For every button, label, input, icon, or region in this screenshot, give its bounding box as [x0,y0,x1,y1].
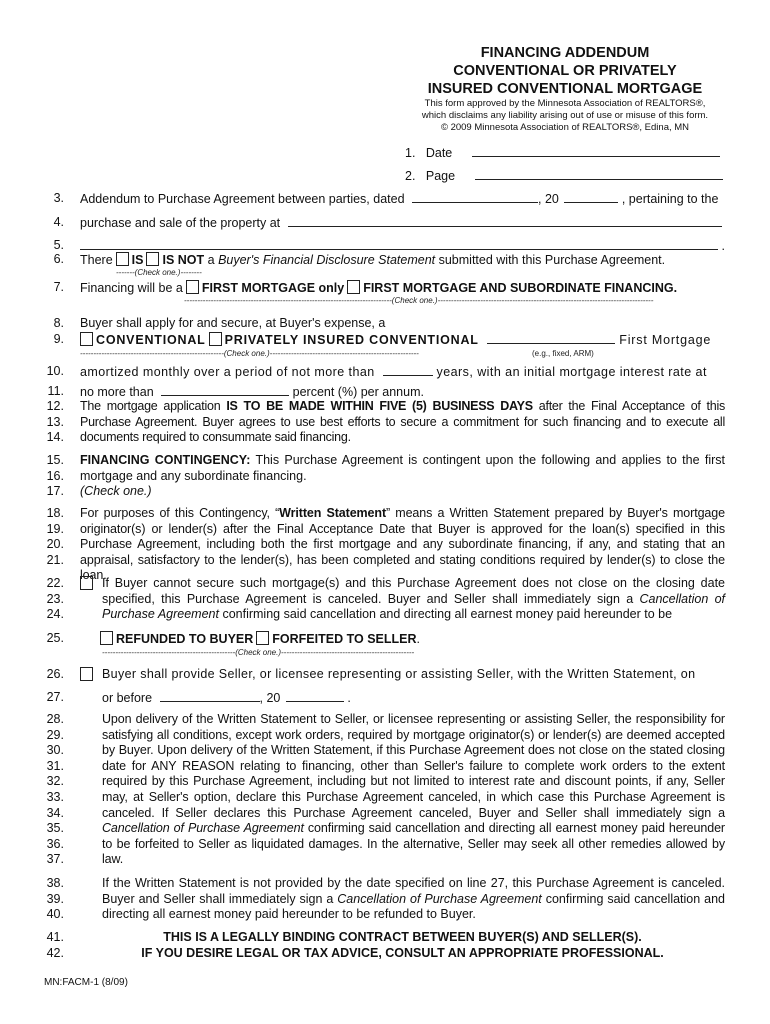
line-number: 3. [53,191,64,205]
page-row [405,168,723,183]
provide-statement-text: Buyer shall provide Seller, or licensee representing or assisting Seller, with the Written Statement, on [102,667,696,681]
line-number: 9. [53,332,64,346]
mortgage-kind-field[interactable] [487,332,615,344]
date-field[interactable] [472,145,720,157]
there-text: There [80,253,113,267]
form-id: MN:FACM-1 (8/09) [44,977,128,988]
financing-text: Financing will be a [80,281,183,295]
property-row [80,215,722,230]
property-address-field[interactable] [288,215,722,227]
or-before-text: or before [102,691,153,705]
refunded-label: REFUNDED TO BUYER [116,632,254,646]
disclosure-title: Buyer's Financial Disclosure Statement [218,253,436,267]
line-number: 26. [46,667,64,681]
years-text: years, with an initial mortgage interest rate at [436,365,707,379]
is-not-checkbox[interactable] [146,252,159,266]
not-provided-paragraph: If the Written Statement is not provided by the date specified on line 27, this Purchase Agreement is canceled. Buyer and Seller shall immediately sign a Cancellation of Purchase Agreement confirming said cancellation and directing all earnest money paid hereunder to be refunded to Buyer. [102,876,725,922]
year-field[interactable] [564,191,618,203]
delivery-paragraph: Upon delivery of the Written Statement to Seller, or licensee representing or assisting Seller, the responsibility for satisfying all conditions, except work orders, required by mortgage originator(s) or lender(s) are deemed accepted by Buyer. Upon delivery of the Written Statement, if this Purchase Agreement does not close on the stated closing date for ANY REASON relating to financing, other than Seller's failure to complete work orders to the extent required by this Purchase Agreement, including but not limited to interest rate and discount points, if any, Seller may, at Seller's option, declare this Purchase Agreement canceled, in which case this Purchase Agreement is canceled. If Seller declares this Purchase Agreement canceled, Buyer and Seller shall immediately sign a Cancellation of Purchase Agreement confirming said cancellation and directing all earnest money paid hereunder to be forfeited to Seller as liquidated damages. In the alternative, Seller may seek all other remedies allowed by law. [102,712,725,867]
is-checkbox[interactable] [116,252,129,266]
year-prefix: , 20 [259,691,281,705]
earnest-money-row [100,631,420,646]
forfeited-to-seller-checkbox[interactable] [256,631,269,645]
written-statement-paragraph: For purposes of this Contingency, “Written Statement” means a Written Statement prepared by Buyer's mortgage originator(s) or lender(s) after the Final Acceptance Date that Buyer is approved for the loan(s) specified in this Purchase Agreement, including both the first mortgage and any subordinate financing, if any, and stating that an appraisal, satisfactory to the lender(s), has been completed and stating conditions required by lender(s) to close the loan. [80,506,725,583]
binding-contract-notice: THIS IS A LEGALLY BINDING CONTRACT BETWEEN BUYER(S) AND SELLER(S). [163,930,642,944]
no-more-than-text: no more than [80,385,154,399]
line-number: 1. [405,146,416,160]
amortized-text: amortized monthly over a period of not more than [80,365,375,379]
amortization-row [80,364,707,379]
first-and-subordinate-label: FIRST MORTGAGE AND SUBORDINATE FINANCING. [363,281,678,295]
first-mortgage-text: First Mortgage [619,333,712,347]
legal-advice-notice: IF YOU DESIRE LEGAL OR TAX ADVICE, CONSULT AN APPROPRIATE PROFESSIONAL. [141,946,664,960]
interest-row [80,384,424,399]
form-title-line2: CONVENTIONAL OR PRIVATELY [453,63,677,79]
form-title-line3: INSURED CONVENTIONAL MORTGAGE [427,81,703,97]
line-number: 6. [53,252,64,266]
check-one-note: --------------------------------------------------(Check one.)-------------------------------------------------- [102,648,415,657]
percent-text: percent (%) per annum. [292,385,424,399]
line-number: 25. [46,631,64,645]
line-number: 41. [46,930,64,944]
line-numbers: 38. 39. 40. [46,876,64,922]
line-number: 4. [53,215,64,229]
line-number: 27. [46,690,64,704]
financing-type-row [80,280,677,295]
conventional-label: CONVENTIONAL [96,333,206,347]
deadline-date-field[interactable] [160,690,260,702]
addendum-text: Addendum to Purchase Agreement between parties, dated [80,192,405,206]
page-label: Page [425,169,456,183]
page-field[interactable] [475,168,723,180]
is-not-label: IS NOT [162,253,205,267]
first-and-subordinate-checkbox[interactable] [347,280,360,294]
mortgage-type-row [80,332,711,347]
deadline-year-field[interactable] [286,690,344,702]
first-mortgage-only-label: FIRST MORTGAGE only [201,281,345,295]
property-label: purchase and sale of the property at [80,216,281,230]
line-number: 42. [46,946,64,960]
disclosure-row [80,252,665,267]
form-header [400,44,730,134]
cannot-secure-checkbox[interactable] [80,576,93,590]
apply-text: Buyer shall apply for and secure, at Buyer's expense, a [80,316,386,330]
line-number: 8. [53,316,64,330]
example-note: (e.g., fixed, ARM) [532,349,594,358]
period: . [416,632,420,646]
check-one-note: ------------------------------------------------------(Check one.)-------------------------------------------------------- [80,349,419,358]
option-b-box [80,667,93,682]
a-text: a [207,253,215,267]
check-one-note: ------------------------------------------------------------------------------(Check one.)--------------------------------------------------------------------------------- [184,296,654,305]
period: . [347,691,351,705]
years-field[interactable] [383,364,433,376]
year-prefix: , 20 [538,192,559,206]
line-number: 2. [405,169,416,183]
property-row-2: . [80,238,725,253]
disclosure-text: submitted with this Purchase Agreement. [438,253,666,267]
refunded-to-buyer-checkbox[interactable] [100,631,113,645]
cannot-secure-paragraph: If Buyer cannot secure such mortgage(s) and this Purchase Agreement does not close on the closing date specified, this Purchase Agreement is canceled. Buyer and Seller shall immediately sign a Cancellation of Purchase Agreement confirming said cancellation and directing all earnest money paid hereunder to be [102,576,725,622]
copyright-note: © 2009 Minnesota Association of REALTORS®, Edina, MN [440,122,690,133]
check-one-note: -------(Check one.)-------- [116,268,202,277]
privately-insured-checkbox[interactable] [209,332,222,346]
line-numbers: 15. 16. 17. [46,453,64,499]
line-number: 11. [47,384,64,398]
line-numbers: 12. 13. 14. [46,399,64,445]
line-numbers: 18. 19. 20. 21. [46,506,64,567]
approval-note-2: which disclaims any liability arising out of use or misuse of this form. [421,110,709,121]
line-number: 5. [53,238,64,252]
deadline-row [102,690,351,705]
contingency-paragraph: FINANCING CONTINGENCY: This Purchase Agreement is contingent upon the following and applies to the first mortgage and any subordinate financing. (Check one.) [80,453,726,499]
line-number: 10. [46,364,64,378]
addendum-row [80,191,718,206]
interest-rate-field[interactable] [161,384,289,396]
provide-statement-checkbox[interactable] [80,667,93,681]
line-numbers: 28. 29. 30. 31. 32. 33. 34. 35. 36. 37. [46,712,64,867]
forfeited-label: FORFEITED TO SELLER [272,632,417,646]
form-title-line1: FINANCING ADDENDUM [480,45,650,61]
date-label: Date [425,146,453,160]
first-mortgage-only-checkbox[interactable] [186,280,199,294]
line-number: 7. [53,280,64,294]
option-a-box [80,576,93,591]
approval-note-1: This form approved by the Minnesota Association of REALTORS®, [424,98,706,109]
pertaining-text: , pertaining to the [621,192,719,206]
privately-insured-label: PRIVATELY INSURED CONVENTIONAL [224,333,479,347]
dated-field[interactable] [412,191,538,203]
line-numbers: 22. 23. 24. [46,576,64,622]
is-label: IS [131,253,144,267]
property-address-field-2[interactable] [80,238,718,250]
date-row [405,145,720,160]
application-paragraph: The mortgage application IS TO BE MADE WITHIN FIVE (5) BUSINESS DAYS after the Final Acceptance of this Purchase Agreement. Buyer agrees to use best efforts to secure a commitment for such financing and to execute all documents required to consummate said financing. [80,399,725,445]
conventional-checkbox[interactable] [80,332,93,346]
